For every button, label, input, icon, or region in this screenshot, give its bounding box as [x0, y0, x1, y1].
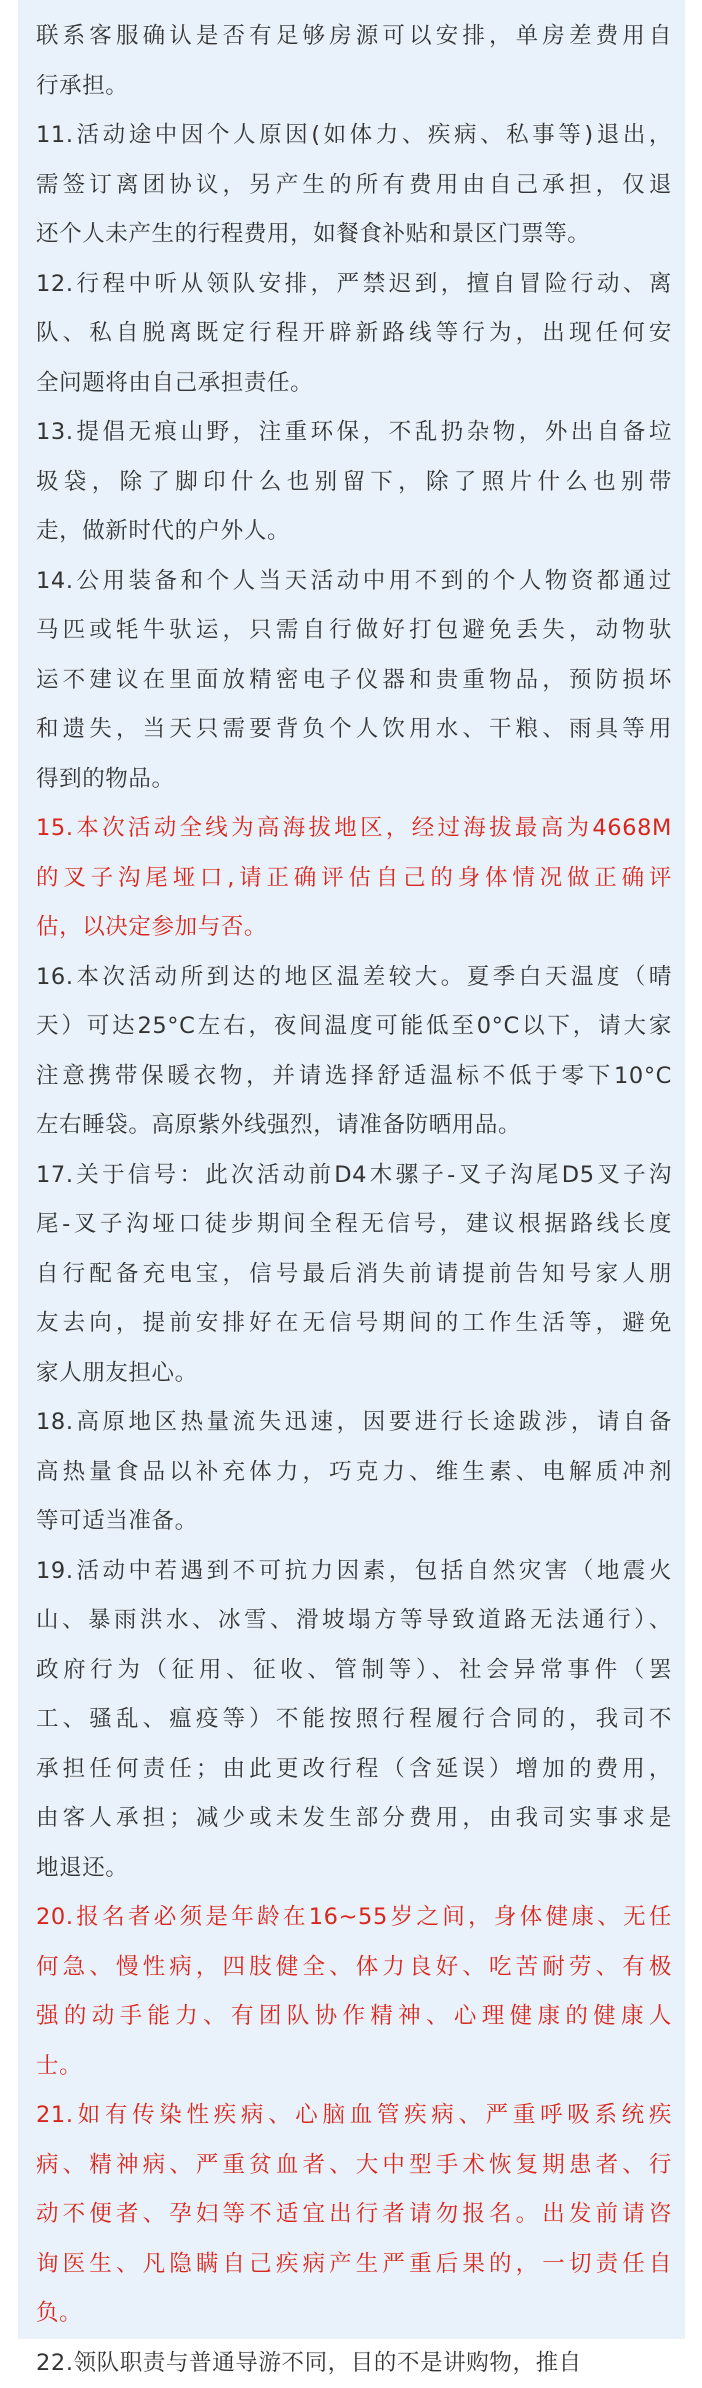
paragraph-p12	[36, 260, 672, 409]
paragraph-line: 得到的物品。	[36, 755, 672, 805]
paragraph-line: 14.公用装备和个人当天活动中用不到的个人物资都通过	[36, 557, 672, 607]
paragraph-line: 联系客服确认是否有足够房源可以安排，单房差费用自	[36, 12, 672, 62]
paragraph-line: 何急、慢性病，四肢健全、体力良好、吃苦耐劳、有极	[36, 1943, 672, 1993]
paragraph-line: 走，做新时代的户外人。	[36, 507, 672, 557]
paragraph-line: 承担任何责任；由此更改行程（含延误）增加的费用，	[36, 1745, 672, 1795]
paragraph-line: 注意携带保暖衣物，并请选择舒适温标不低于零下10°C	[36, 1052, 672, 1102]
paragraph-line: 家人朋友担心。	[36, 1349, 672, 1399]
paragraph-line: 工、骚乱、瘟疫等）不能按照行程履行合同的，我司不	[36, 1695, 672, 1745]
paragraph-line: 15.本次活动全线为高海拔地区，经过海拔最高为4668M	[36, 804, 672, 854]
paragraph-line: 圾袋，除了脚印什么也别留下，除了照片什么也别带	[36, 458, 672, 508]
paragraph-line: 马匹或牦牛驮运，只需自行做好打包避免丢失，动物驮	[36, 606, 672, 656]
paragraph-p19	[36, 1547, 672, 1894]
paragraph-line: 政府行为（征用、征收、管制等）、社会异常事件（罢	[36, 1646, 672, 1696]
paragraph-line: 队、私自脱离既定行程开辟新路线等行为，出现任何安	[36, 309, 672, 359]
paragraph-line: 21.如有传染性疾病、心脑血管疾病、严重呼吸系统疾	[36, 2091, 672, 2141]
paragraph-line: 18.高原地区热量流失迅速，因要进行长途跋涉，请自备	[36, 1398, 672, 1448]
paragraph-line: 20.报名者必须是年龄在16~55岁之间，身体健康、无任	[36, 1893, 672, 1943]
paragraph-line: 行承担。	[36, 62, 672, 112]
paragraph-p20	[36, 1893, 672, 2091]
paragraph-line: 士。	[36, 2042, 672, 2092]
paragraph-line: 动不便者、孕妇等不适宜出行者请勿报名。出发前请咨	[36, 2190, 672, 2240]
paragraph-line: 13.提倡无痕山野，注重环保，不乱扔杂物，外出自备垃	[36, 408, 672, 458]
paragraph-line: 和遗失，当天只需要背负个人饮用水、干粮、雨具等用	[36, 705, 672, 755]
paragraph-p10-tail	[36, 12, 672, 111]
paragraph-line: 等可适当准备。	[36, 1497, 672, 1547]
paragraph-line: 负。	[36, 2289, 672, 2339]
paragraph-line: 山、暴雨洪水、冰雪、滑坡塌方等导致道路无法通行）、	[36, 1596, 672, 1646]
paragraph-line: 估，以决定参加与否。	[36, 903, 672, 953]
paragraph-p21	[36, 2091, 672, 2339]
paragraph-p14	[36, 557, 672, 805]
paragraph-line: 全问题将由自己承担责任。	[36, 359, 672, 409]
paragraph-line: 22.领队职责与普通导游不同，目的不是讲购物，推自	[36, 2339, 672, 2388]
paragraph-line: 病、精神病、严重贫血者、大中型手术恢复期患者、行	[36, 2141, 672, 2191]
paragraph-p15	[36, 804, 672, 953]
paragraph-p16	[36, 953, 672, 1151]
paragraph-p13	[36, 408, 672, 557]
paragraph-line: 17.关于信号：此次活动前D4木骡子-叉子沟尾D5叉子沟	[36, 1151, 672, 1201]
paragraph-p11	[36, 111, 672, 260]
paragraph-p18	[36, 1398, 672, 1547]
paragraph-line: 天）可达25°C左右，夜间温度可能低至0°C以下，请大家	[36, 1002, 672, 1052]
paragraph-line: 19.活动中若遇到不可抗力因素，包括自然灾害（地震火	[36, 1547, 672, 1597]
paragraph-line: 由客人承担；减少或未发生部分费用，由我司实事求是	[36, 1794, 672, 1844]
paragraph-line: 16.本次活动所到达的地区温差较大。夏季白天温度（晴	[36, 953, 672, 1003]
paragraph-line: 还个人未产生的行程费用，如餐食补贴和景区门票等。	[36, 210, 672, 260]
paragraph-line: 12.行程中听从领队安排，严禁迟到，擅自冒险行动、离	[36, 260, 672, 310]
paragraph-line: 友去向，提前安排好在无信号期间的工作生活等，避免	[36, 1299, 672, 1349]
paragraph-line: 强的动手能力、有团队协作精神、心理健康的健康人	[36, 1992, 672, 2042]
paragraph-p22	[36, 2339, 672, 2388]
paragraph-line: 运不建议在里面放精密电子仪器和贵重物品，预防损坏	[36, 656, 672, 706]
paragraph-line: 需签订离团协议，另产生的所有费用由自己承担，仅退	[36, 161, 672, 211]
paragraph-line: 左右睡袋。高原紫外线强烈，请准备防晒用品。	[36, 1101, 672, 1151]
paragraph-line: 高热量食品以补充体力，巧克力、维生素、电解质冲剂	[36, 1448, 672, 1498]
paragraph-line: 的叉子沟尾垭口,请正确评估自己的身体情况做正确评	[36, 854, 672, 904]
paragraph-p17	[36, 1151, 672, 1399]
paragraph-line: 11.活动途中因个人原因(如体力、疾病、私事等)退出，	[36, 111, 672, 161]
notice-text-body	[36, 12, 672, 2388]
paragraph-line: 尾-叉子沟垭口徒步期间全程无信号，建议根据路线长度	[36, 1200, 672, 1250]
paragraph-line: 自行配备充电宝，信号最后消失前请提前告知号家人朋	[36, 1250, 672, 1300]
paragraph-line: 地退还。	[36, 1844, 672, 1894]
paragraph-line: 询医生、凡隐瞒自己疾病产生严重后果的，一切责任自	[36, 2240, 672, 2290]
